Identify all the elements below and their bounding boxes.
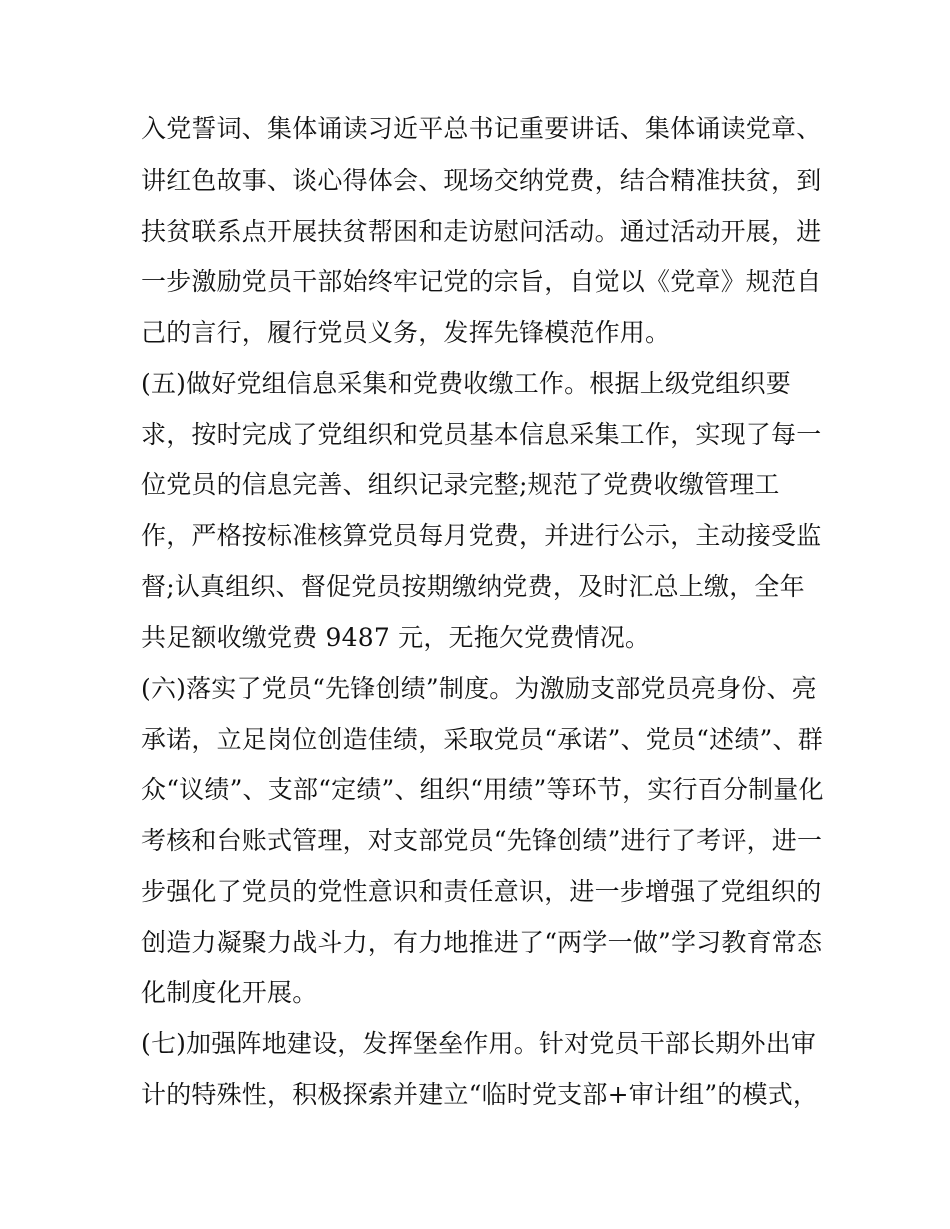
- text-line: 步强化了党员的党性意识和责任意识，进一步增强了党组织的: [141, 877, 822, 906]
- text-line: 作，严格按标准核算党员每月党费，并进行公示，主动接受监: [141, 521, 822, 550]
- text-line: 扶贫联系点开展扶贫帮困和走访慰问活动。通过活动开展，进: [141, 217, 822, 246]
- text-line: 共足额收缴党费 9487 元，无拖欠党费情况。: [141, 623, 651, 652]
- text-line: 己的言行，履行党员义务，发挥先锋模范作用。: [141, 318, 671, 347]
- text-line: 化制度化开展。: [141, 978, 318, 1007]
- text-line: 承诺，立足岗位创造佳绩，采取党员“承诺”、党员“述绩”、群: [141, 725, 823, 754]
- text-line: 督;认真组织、督促党员按期缴纳党费，及时汇总上缴，全年: [141, 572, 805, 601]
- text-line: 创造力凝聚力战斗力，有力地推进了“两学一做”学习教育常态: [141, 928, 823, 957]
- text-line: 计的特殊性，积极探索并建立“临时党支部+审计组”的模式，: [141, 1080, 819, 1109]
- section-heading-line: (五)做好党组信息采集和党费收缴工作。根据上级党组织要: [141, 369, 791, 398]
- text-line: 考核和台账式管理，对支部党员“先锋创绩”进行了考评，进一: [141, 826, 823, 855]
- text-line: 一步激励党员干部始终牢记党的宗旨，自觉以《党章》规范自: [141, 267, 822, 296]
- text-line: 求，按时完成了党组织和党员基本信息采集工作，实现了每一: [141, 420, 822, 449]
- section-heading-line: (六)落实了党员“先锋创绩”制度。为激励支部党员亮身份、亮: [141, 674, 817, 703]
- text-line: 位党员的信息完善、组织记录完整;规范了党费收缴管理工: [141, 470, 780, 499]
- text-line: 入党誓词、集体诵读习近平总书记重要讲话、集体诵读党章、: [141, 114, 822, 143]
- section-heading-line: (七)加强阵地建设，发挥堡垒作用。针对党员干部长期外出审: [141, 1029, 817, 1058]
- text-line: 众“议绩”、支部“定绩”、组织“用绩”等环节，实行百分制量化: [141, 775, 824, 804]
- text-line: 讲红色故事、谈心得体会、现场交纳党费，结合精准扶贫，到: [141, 166, 822, 195]
